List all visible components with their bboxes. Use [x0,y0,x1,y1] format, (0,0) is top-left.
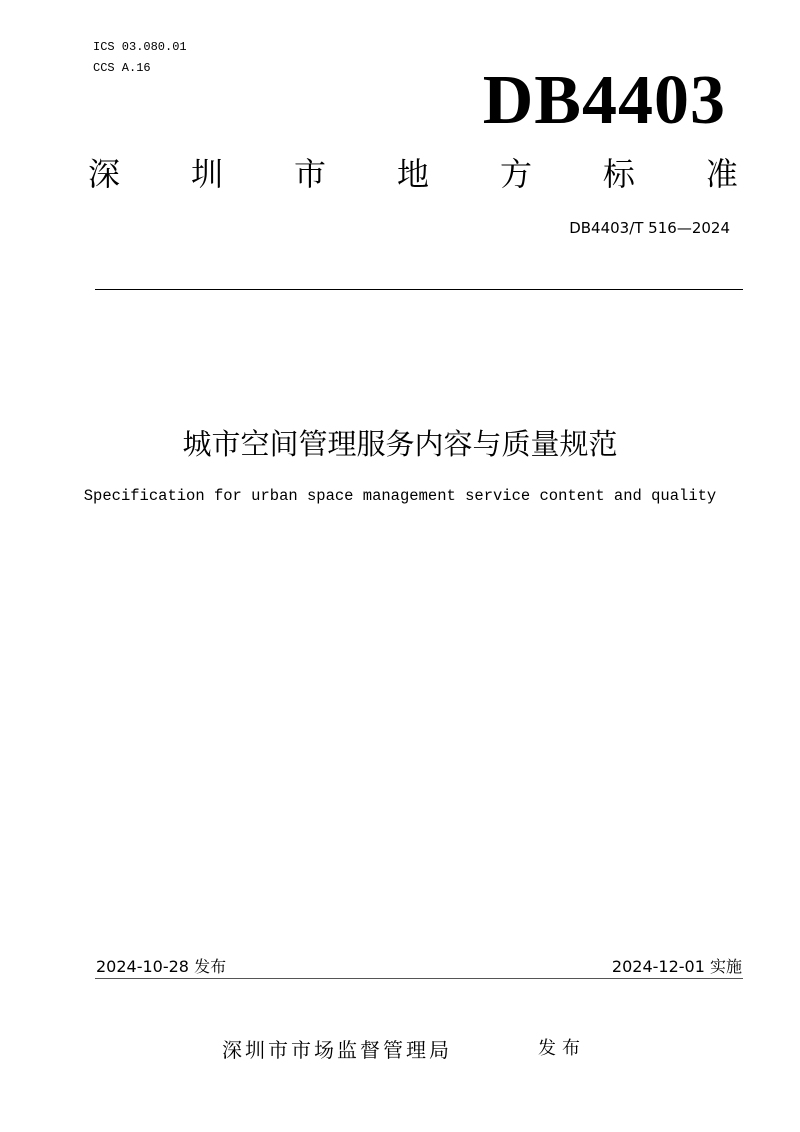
standard-type-char: 方 [499,155,532,193]
standard-type-char: 深 [88,155,121,193]
standard-type [88,152,738,196]
standard-number: DB4403/T 516—2024 [569,219,730,237]
ccs-code: CCS A.16 [93,61,151,75]
standard-code-logo: DB4403 [482,62,726,139]
top-divider [95,289,743,290]
title-english: Specification for urban space management service content and quality [83,487,717,505]
publish-date: 2024-10-28 发布 [96,957,227,976]
implement-date: 2024-12-01 实施 [611,957,742,976]
issue-label: 发布 [538,1038,586,1059]
standard-type-char: 市 [293,155,326,193]
standard-type-char: 地 [396,155,429,193]
ics-code: ICS 03.080.01 [93,40,187,54]
standard-type-char: 准 [705,155,738,193]
standard-type-char: 圳 [190,155,223,193]
issuing-authority: 深圳市市场监督管理局 [222,1038,452,1062]
standard-type-char: 标 [602,155,635,193]
bottom-divider [95,978,743,979]
title-chinese: 城市空间管理服务内容与质量规范 [182,427,618,461]
